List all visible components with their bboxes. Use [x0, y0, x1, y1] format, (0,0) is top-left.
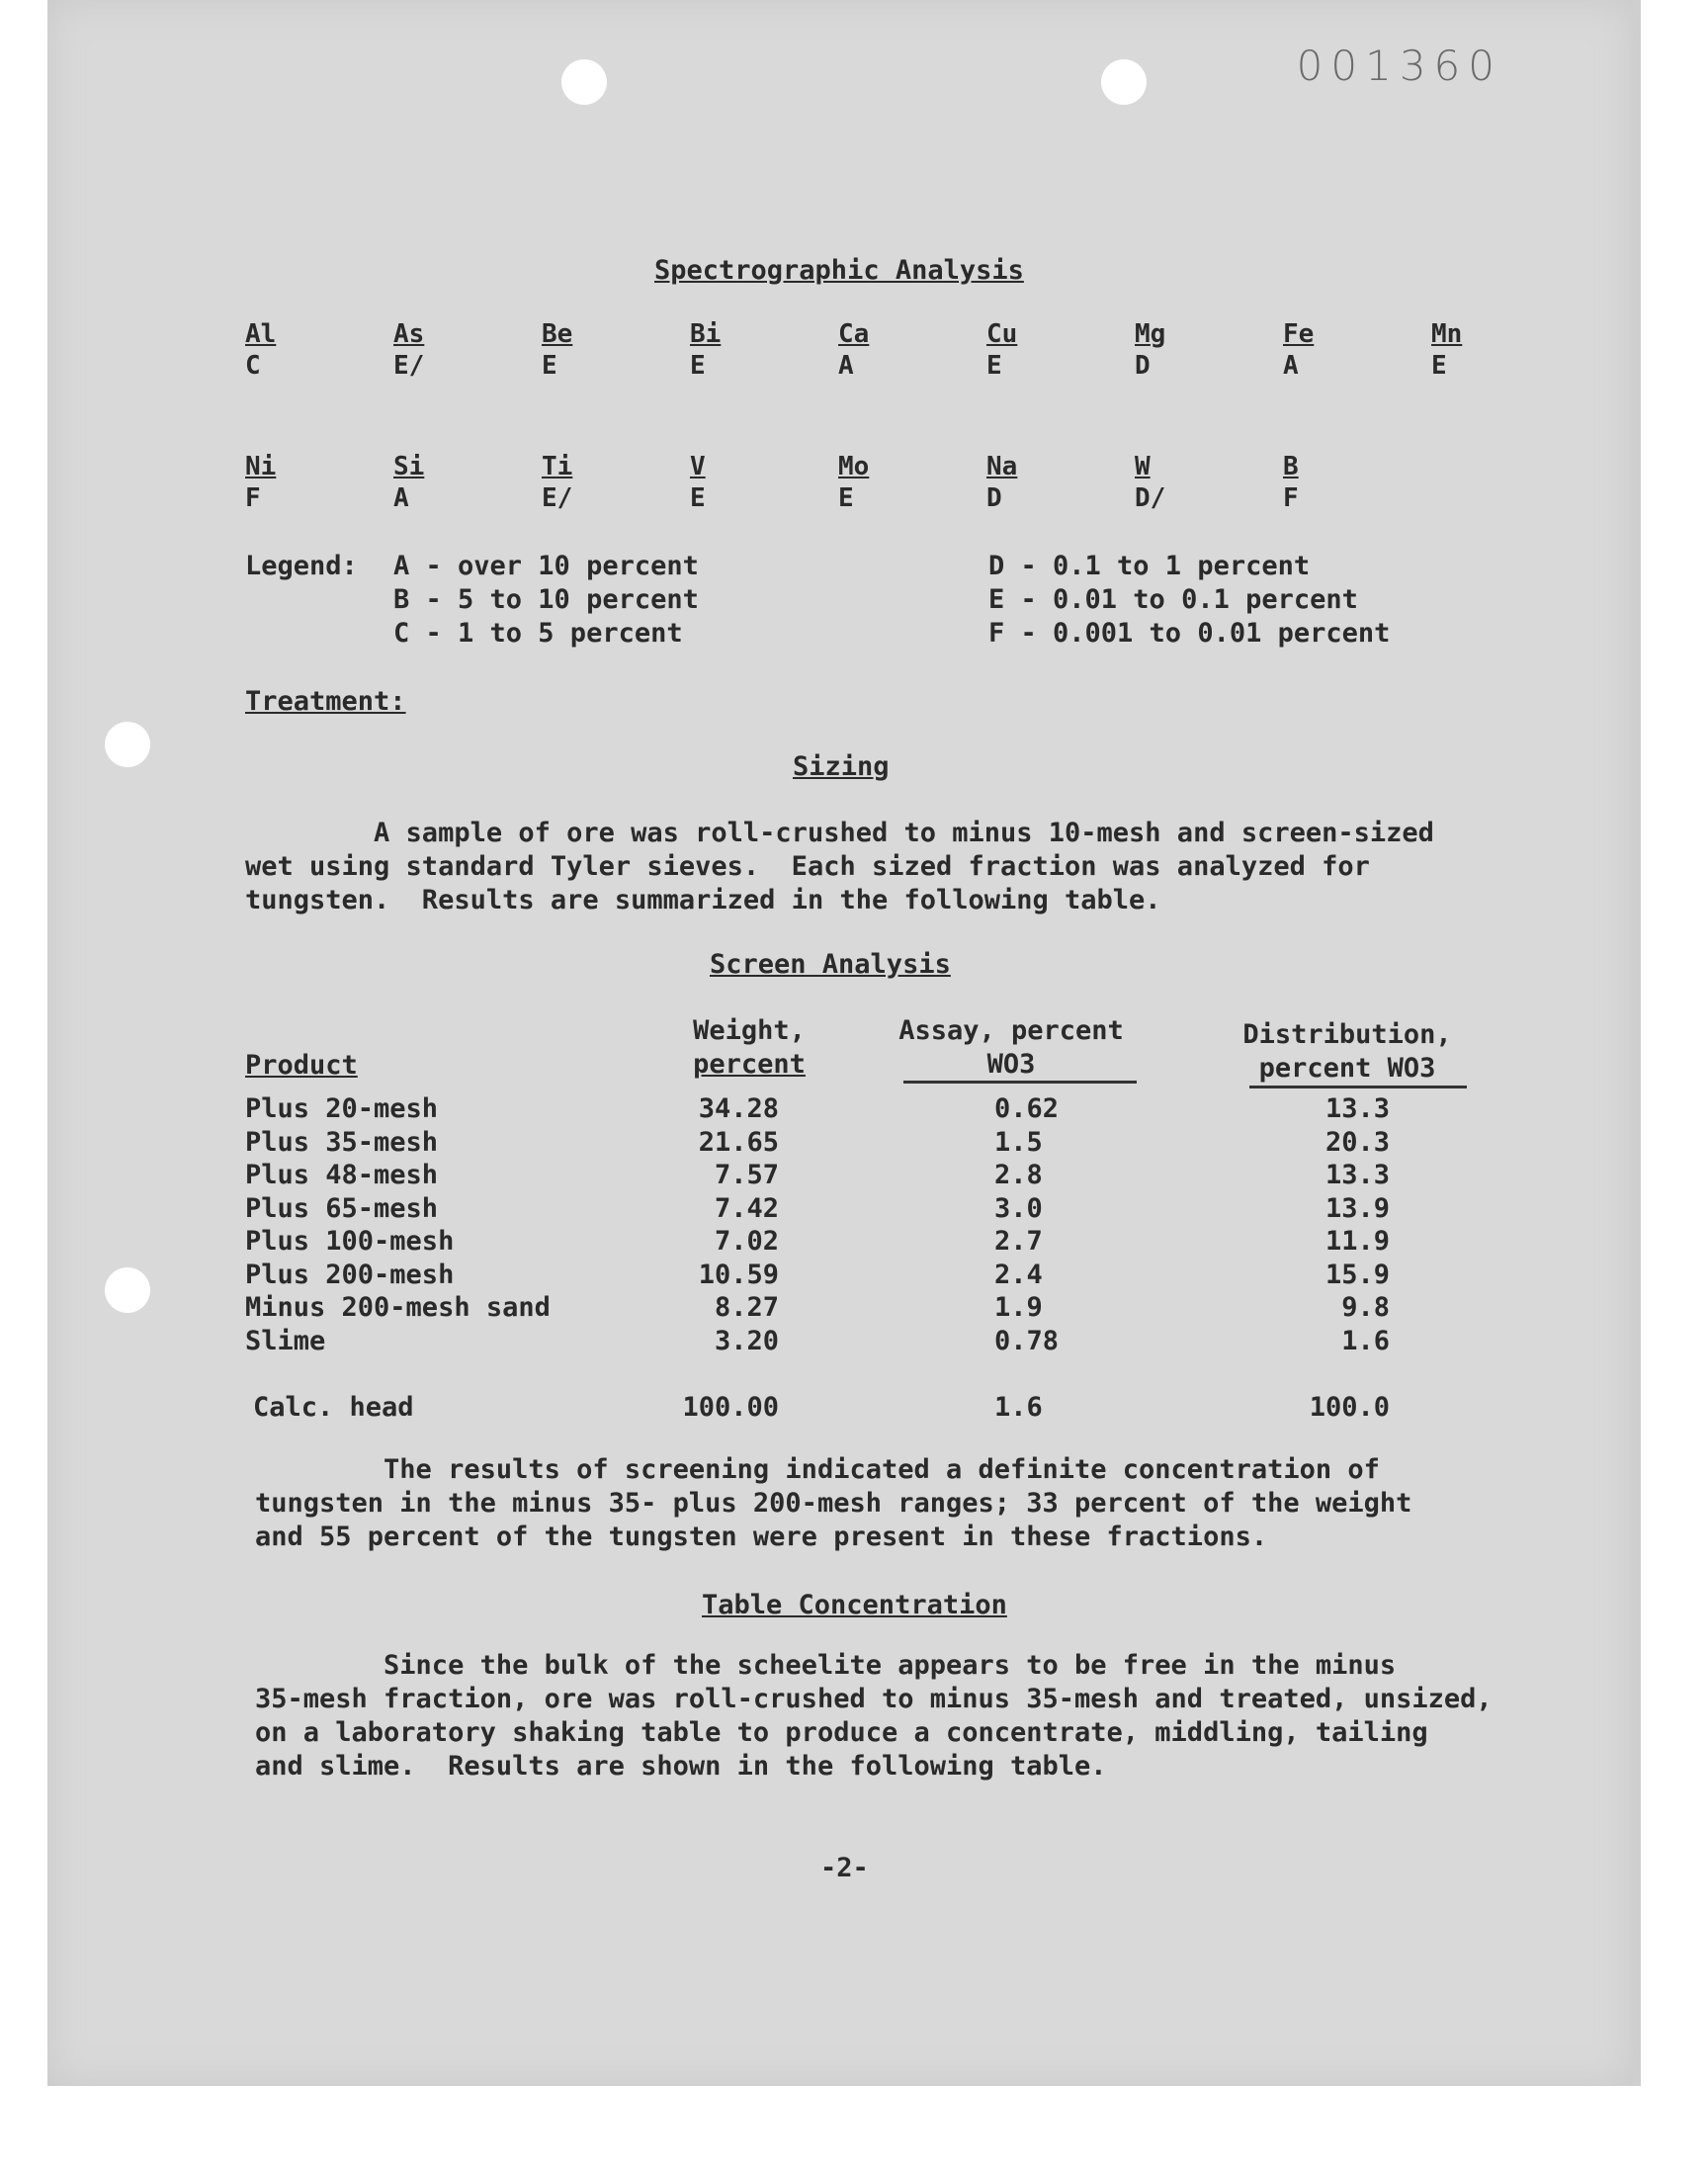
- element-grade: E/: [542, 483, 573, 513]
- element-cell: [542, 451, 601, 514]
- element-grade: E: [690, 483, 706, 513]
- element-cell: [690, 318, 749, 382]
- element-grade: E: [542, 351, 557, 381]
- element-cell: [1283, 451, 1342, 514]
- distribution-cell: 9.8: [1341, 1292, 1390, 1323]
- element-symbol: V: [690, 452, 706, 481]
- element-symbol: Mo: [838, 452, 870, 481]
- legend-item: A - over 10 percent: [393, 551, 699, 581]
- sizing-heading: Sizing: [793, 751, 890, 782]
- element-cell: [986, 451, 1046, 514]
- element-symbol: Cu: [986, 319, 1018, 349]
- table-row: [47, 1127, 1629, 1161]
- assay-cell: 1.5: [994, 1126, 1043, 1158]
- element-grade: D: [1135, 351, 1151, 381]
- legend-label: Legend:: [245, 551, 358, 581]
- legend-item: E - 0.01 to 0.1 percent: [988, 584, 1358, 615]
- element-symbol: Mg: [1135, 319, 1166, 349]
- product-cell: Slime: [245, 1325, 326, 1356]
- legend-right: [988, 550, 1390, 651]
- product-cell: Plus 200-mesh: [245, 1259, 455, 1290]
- table-row: [47, 1160, 1629, 1193]
- element-grade: A: [1283, 351, 1299, 381]
- total-product: Calc. head: [253, 1392, 414, 1423]
- screen-analysis-title: Screen Analysis: [710, 949, 951, 980]
- weight-cell: 10.59: [698, 1259, 779, 1290]
- weight-cell: 7.42: [714, 1192, 779, 1224]
- element-grade: E: [986, 351, 1002, 381]
- assay-cell: 2.7: [994, 1226, 1043, 1257]
- table-row: [47, 1326, 1629, 1359]
- treatment-heading: Treatment:: [245, 686, 406, 717]
- assay-header-line2: WO3: [986, 1049, 1036, 1080]
- product-header: Product: [245, 1050, 358, 1081]
- page-number: -2-: [820, 1853, 869, 1883]
- product-cell: Plus 100-mesh: [245, 1226, 455, 1257]
- punch-hole-left-upper: [105, 722, 150, 767]
- table-row: [47, 1292, 1629, 1326]
- product-cell: Plus 20-mesh: [245, 1093, 439, 1124]
- product-cell: Minus 200-mesh sand: [245, 1292, 551, 1323]
- product-cell: Plus 48-mesh: [245, 1160, 439, 1190]
- element-cell: [690, 451, 749, 514]
- element-cell: [986, 318, 1046, 382]
- element-grade: E/: [393, 351, 425, 381]
- sizing-paragraph: A sample of ore was roll-crushed to minus 10-mesh and screen-sized wet using standard Tyler sieves. Each sized fraction was analyzed for tungsten. Results are summarized in the following table.: [245, 818, 1434, 915]
- spectro-title: Spectrographic Analysis: [654, 255, 1024, 286]
- element-grade: C: [245, 351, 261, 381]
- element-grade: D/: [1135, 483, 1166, 513]
- weight-cell: 7.02: [714, 1226, 779, 1257]
- legend-item: C - 1 to 5 percent: [393, 618, 683, 649]
- element-symbol: Na: [986, 452, 1018, 481]
- assay-cell: 1.9: [994, 1292, 1043, 1323]
- assay-cell: 0.62: [994, 1093, 1060, 1124]
- weight-header: [660, 1014, 838, 1082]
- element-cell: [245, 318, 304, 382]
- element-symbol: As: [393, 319, 425, 349]
- weight-header-line1: Weight,: [693, 1015, 806, 1046]
- element-cell: [838, 451, 897, 514]
- element-symbol: B: [1283, 452, 1299, 481]
- element-symbol: Ti: [542, 452, 573, 481]
- table-concentration-heading: Table Concentration: [702, 1590, 1007, 1620]
- table-row: [47, 1226, 1629, 1260]
- assay-cell: 2.4: [994, 1259, 1043, 1290]
- weight-cell: 34.28: [698, 1093, 779, 1124]
- element-symbol: Mn: [1431, 319, 1463, 349]
- punch-hole-top-left: [561, 59, 607, 105]
- distribution-cell: 15.9: [1324, 1259, 1390, 1290]
- element-grade: F: [245, 483, 261, 513]
- product-cell: Plus 65-mesh: [245, 1192, 439, 1224]
- element-symbol: Be: [542, 319, 573, 349]
- element-grade: D: [986, 483, 1002, 513]
- element-symbol: Al: [245, 319, 277, 349]
- document-number: 001360: [1296, 42, 1502, 90]
- element-symbol: Bi: [690, 319, 722, 349]
- distribution-header: [1234, 1018, 1461, 1086]
- total-weight: 100.00: [682, 1392, 779, 1423]
- element-symbol: Ni: [245, 452, 277, 481]
- weight-header-line2: percent: [693, 1049, 806, 1080]
- element-cell: [1431, 318, 1491, 382]
- punch-hole-top-right: [1101, 59, 1147, 105]
- assay-header-line1: Assay, percent: [898, 1015, 1124, 1046]
- legend-left: [393, 550, 699, 651]
- assay-header: [888, 1014, 1135, 1082]
- element-cell: [838, 318, 897, 382]
- element-grade: E: [1431, 351, 1447, 381]
- table-row: [47, 1260, 1629, 1293]
- element-grade: F: [1283, 483, 1299, 513]
- element-cell: [1135, 318, 1194, 382]
- distribution-cell: 11.9: [1324, 1226, 1390, 1257]
- distribution-cell: 13.9: [1324, 1192, 1390, 1224]
- distribution-cell: 1.6: [1341, 1325, 1390, 1356]
- distribution-cell: 13.3: [1324, 1160, 1390, 1190]
- element-grade: E: [838, 483, 854, 513]
- element-cell: [245, 451, 304, 514]
- element-grade: A: [393, 483, 409, 513]
- dist-header-line1: Distribution,: [1242, 1019, 1452, 1050]
- document-page: [47, 0, 1641, 2086]
- element-symbol: Si: [393, 452, 425, 481]
- element-cell: [542, 318, 601, 382]
- assay-cell: 0.78: [994, 1325, 1060, 1356]
- product-cell: Plus 35-mesh: [245, 1126, 439, 1158]
- distribution-cell: 13.3: [1324, 1093, 1390, 1124]
- element-symbol: Fe: [1283, 319, 1315, 349]
- table-row: [47, 1093, 1629, 1127]
- total-assay: 1.6: [994, 1392, 1043, 1423]
- dist-header-underline: [1249, 1086, 1467, 1088]
- assay-cell: 3.0: [994, 1192, 1043, 1224]
- assay-header-underline: [903, 1081, 1137, 1084]
- legend-item: F - 0.001 to 0.01 percent: [988, 618, 1391, 649]
- table-total-row: [47, 1392, 1629, 1426]
- results-paragraph: The results of screening indicated a definite concentration of tungsten in the minus 35- plus 200-mesh ranges; 33 percent of the weight and 55 percent of the tungsten were present in these fractions.: [255, 1454, 1412, 1552]
- dist-header-line2: percent WO3: [1258, 1053, 1436, 1084]
- element-symbol: W: [1135, 452, 1151, 481]
- element-grade: A: [838, 351, 854, 381]
- element-cell: [393, 318, 453, 382]
- weight-cell: 8.27: [714, 1292, 779, 1323]
- table-concentration-paragraph: Since the bulk of the scheelite appears to be free in the minus 35-mesh fraction, ore was roll-crushed to minus 35-mesh and treated, unsized, on a laboratory shaking table to produce a concentrate, middling, tailing and slime. Results are shown in the following table.: [255, 1650, 1493, 1782]
- weight-cell: 21.65: [698, 1126, 779, 1158]
- legend-item: B - 5 to 10 percent: [393, 584, 699, 615]
- element-symbol: Ca: [838, 319, 870, 349]
- assay-cell: 2.8: [994, 1160, 1043, 1190]
- legend-item: D - 0.1 to 1 percent: [988, 551, 1311, 581]
- distribution-cell: 20.3: [1324, 1126, 1390, 1158]
- element-grade: E: [690, 351, 706, 381]
- element-cell: [1135, 451, 1194, 514]
- table-row: [47, 1193, 1629, 1227]
- element-cell: [1283, 318, 1342, 382]
- weight-cell: 7.57: [714, 1160, 779, 1190]
- total-dist: 100.0: [1309, 1392, 1390, 1423]
- weight-cell: 3.20: [714, 1325, 779, 1356]
- element-cell: [393, 451, 453, 514]
